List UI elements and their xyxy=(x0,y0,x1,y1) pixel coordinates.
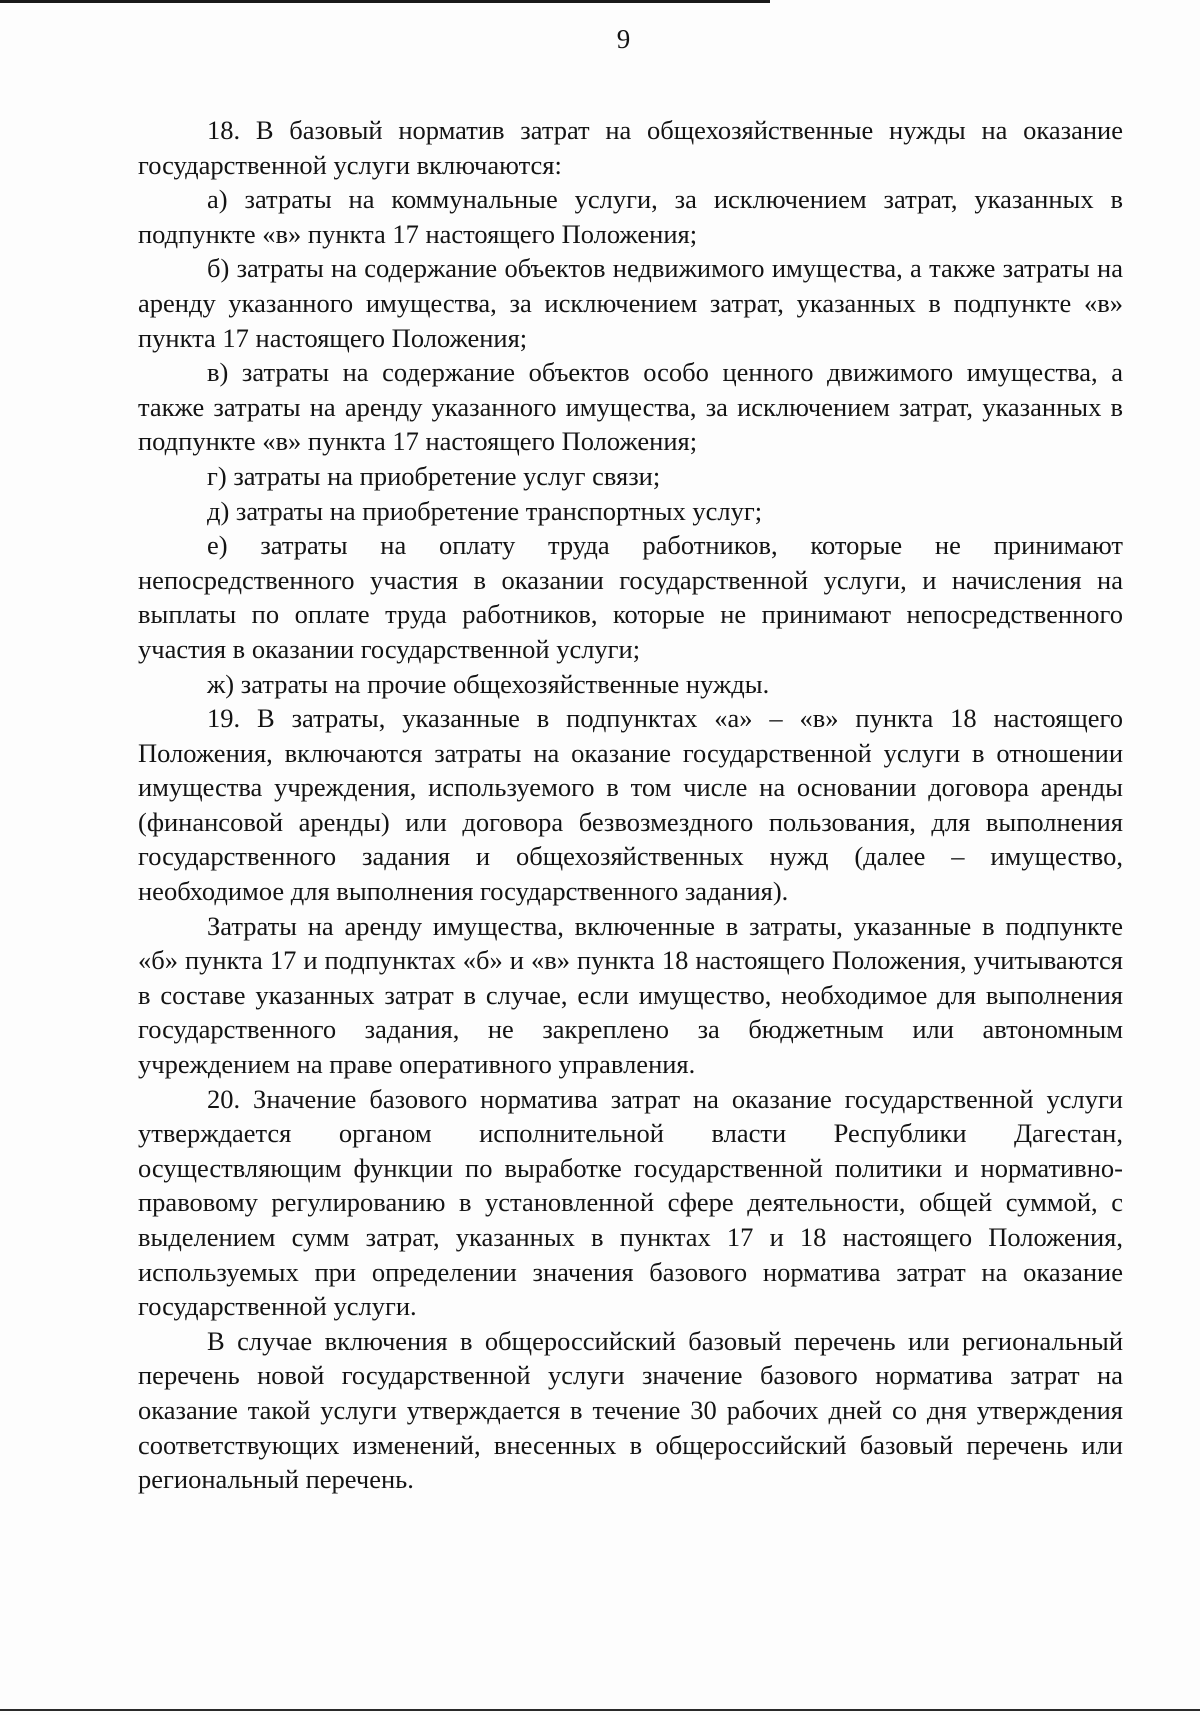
paragraph-19: 19. В затраты, указанные в подпунктах «а» – «в» пункта 18 настоящего Положения, включаются затраты на оказание государственной услуги в отношении имущества учреждения, используемого в том числе на основании договора аренды (финансовой аренды) или договора безвозмездного пользования, для выполнения государственного задания и общехозяйственных нужд (далее – имущество, необходимое для выполнения государственного задания). xyxy=(138,703,1123,907)
paragraph-18-d: д) затраты на приобретение транспортных услуг; xyxy=(207,495,763,526)
paragraph-18-b: б) затраты на содержание объектов недвижимого имущества, а также затраты на аренду указанного имущества, за исключением затрат, указанных в подпункте «в» пункта 17 настоящего Положения; xyxy=(138,253,1123,353)
scan-top-edge xyxy=(0,0,770,3)
page-number: 9 xyxy=(616,24,631,54)
paragraph-18-g: г) затраты на приобретение услуг связи; xyxy=(207,460,661,491)
paragraph-18: 18. В базовый норматив затрат на общехозяйственные нужды на оказание государственной услуги включаются: xyxy=(138,115,1123,180)
paragraph-18-zh: ж) затраты на прочие общехозяйственные нужды. xyxy=(207,668,770,699)
paragraph-19-rent: Затраты на аренду имущества, включенные в затраты, указанные в подпункте «б» пункта 17 и подпунктах «б» и «в» пункта 18 настоящего Положения, учитываются в составе указанных затрат в случае, если имущество, необходимое для выполнения государственного задания, не закреплено за бюджетным или автономным учреждением на праве оперативного управления. xyxy=(138,910,1123,1080)
paragraph-20: 20. Значение базового норматива затрат на оказание государственной услуги утверждается органом исполнительной власти Республики Дагестан, осуществляющим функции по выработке государственной политики и нормативно-правовому регулированию в установленной сфере деятельности, общей суммой, с выделением сумм затрат, указанных в пунктах 17 и 18 настоящего Положения, используемых при определении значения базового норматива затрат на оказание государственной услуги. xyxy=(138,1083,1123,1322)
paragraph-18-e: е) затраты на оплату труда работников, которые не принимают непосредственного участия в оказании государственной услуги, и начисления на выплаты по оплате труда работников, которые не принимают непосредственного участия в оказании государственной услуги; xyxy=(138,530,1123,664)
scan-bottom-edge xyxy=(0,1709,1200,1711)
paragraph-18-v: в) затраты на содержание объектов особо ценного движимого имущества, а также затраты на аренду указанного имущества, за исключением затрат, указанных в подпункте «в» пункта 17 настоящего Положения; xyxy=(138,357,1123,457)
paragraph-18-a: а) затраты на коммунальные услуги, за исключением затрат, указанных в подпункте «в» пункта 17 настоящего Положения; xyxy=(138,184,1123,249)
document-body xyxy=(138,113,1123,1497)
paragraph-20-new-service: В случае включения в общероссийский базовый перечень или региональный перечень новой государственной услуги значение базового норматива затрат на оказание такой услуги утверждается в течение 30 рабочих дней со дня утверждения соответствующих изменений, внесенных в общероссийский базовый перечень или региональный перечень. xyxy=(138,1325,1123,1495)
